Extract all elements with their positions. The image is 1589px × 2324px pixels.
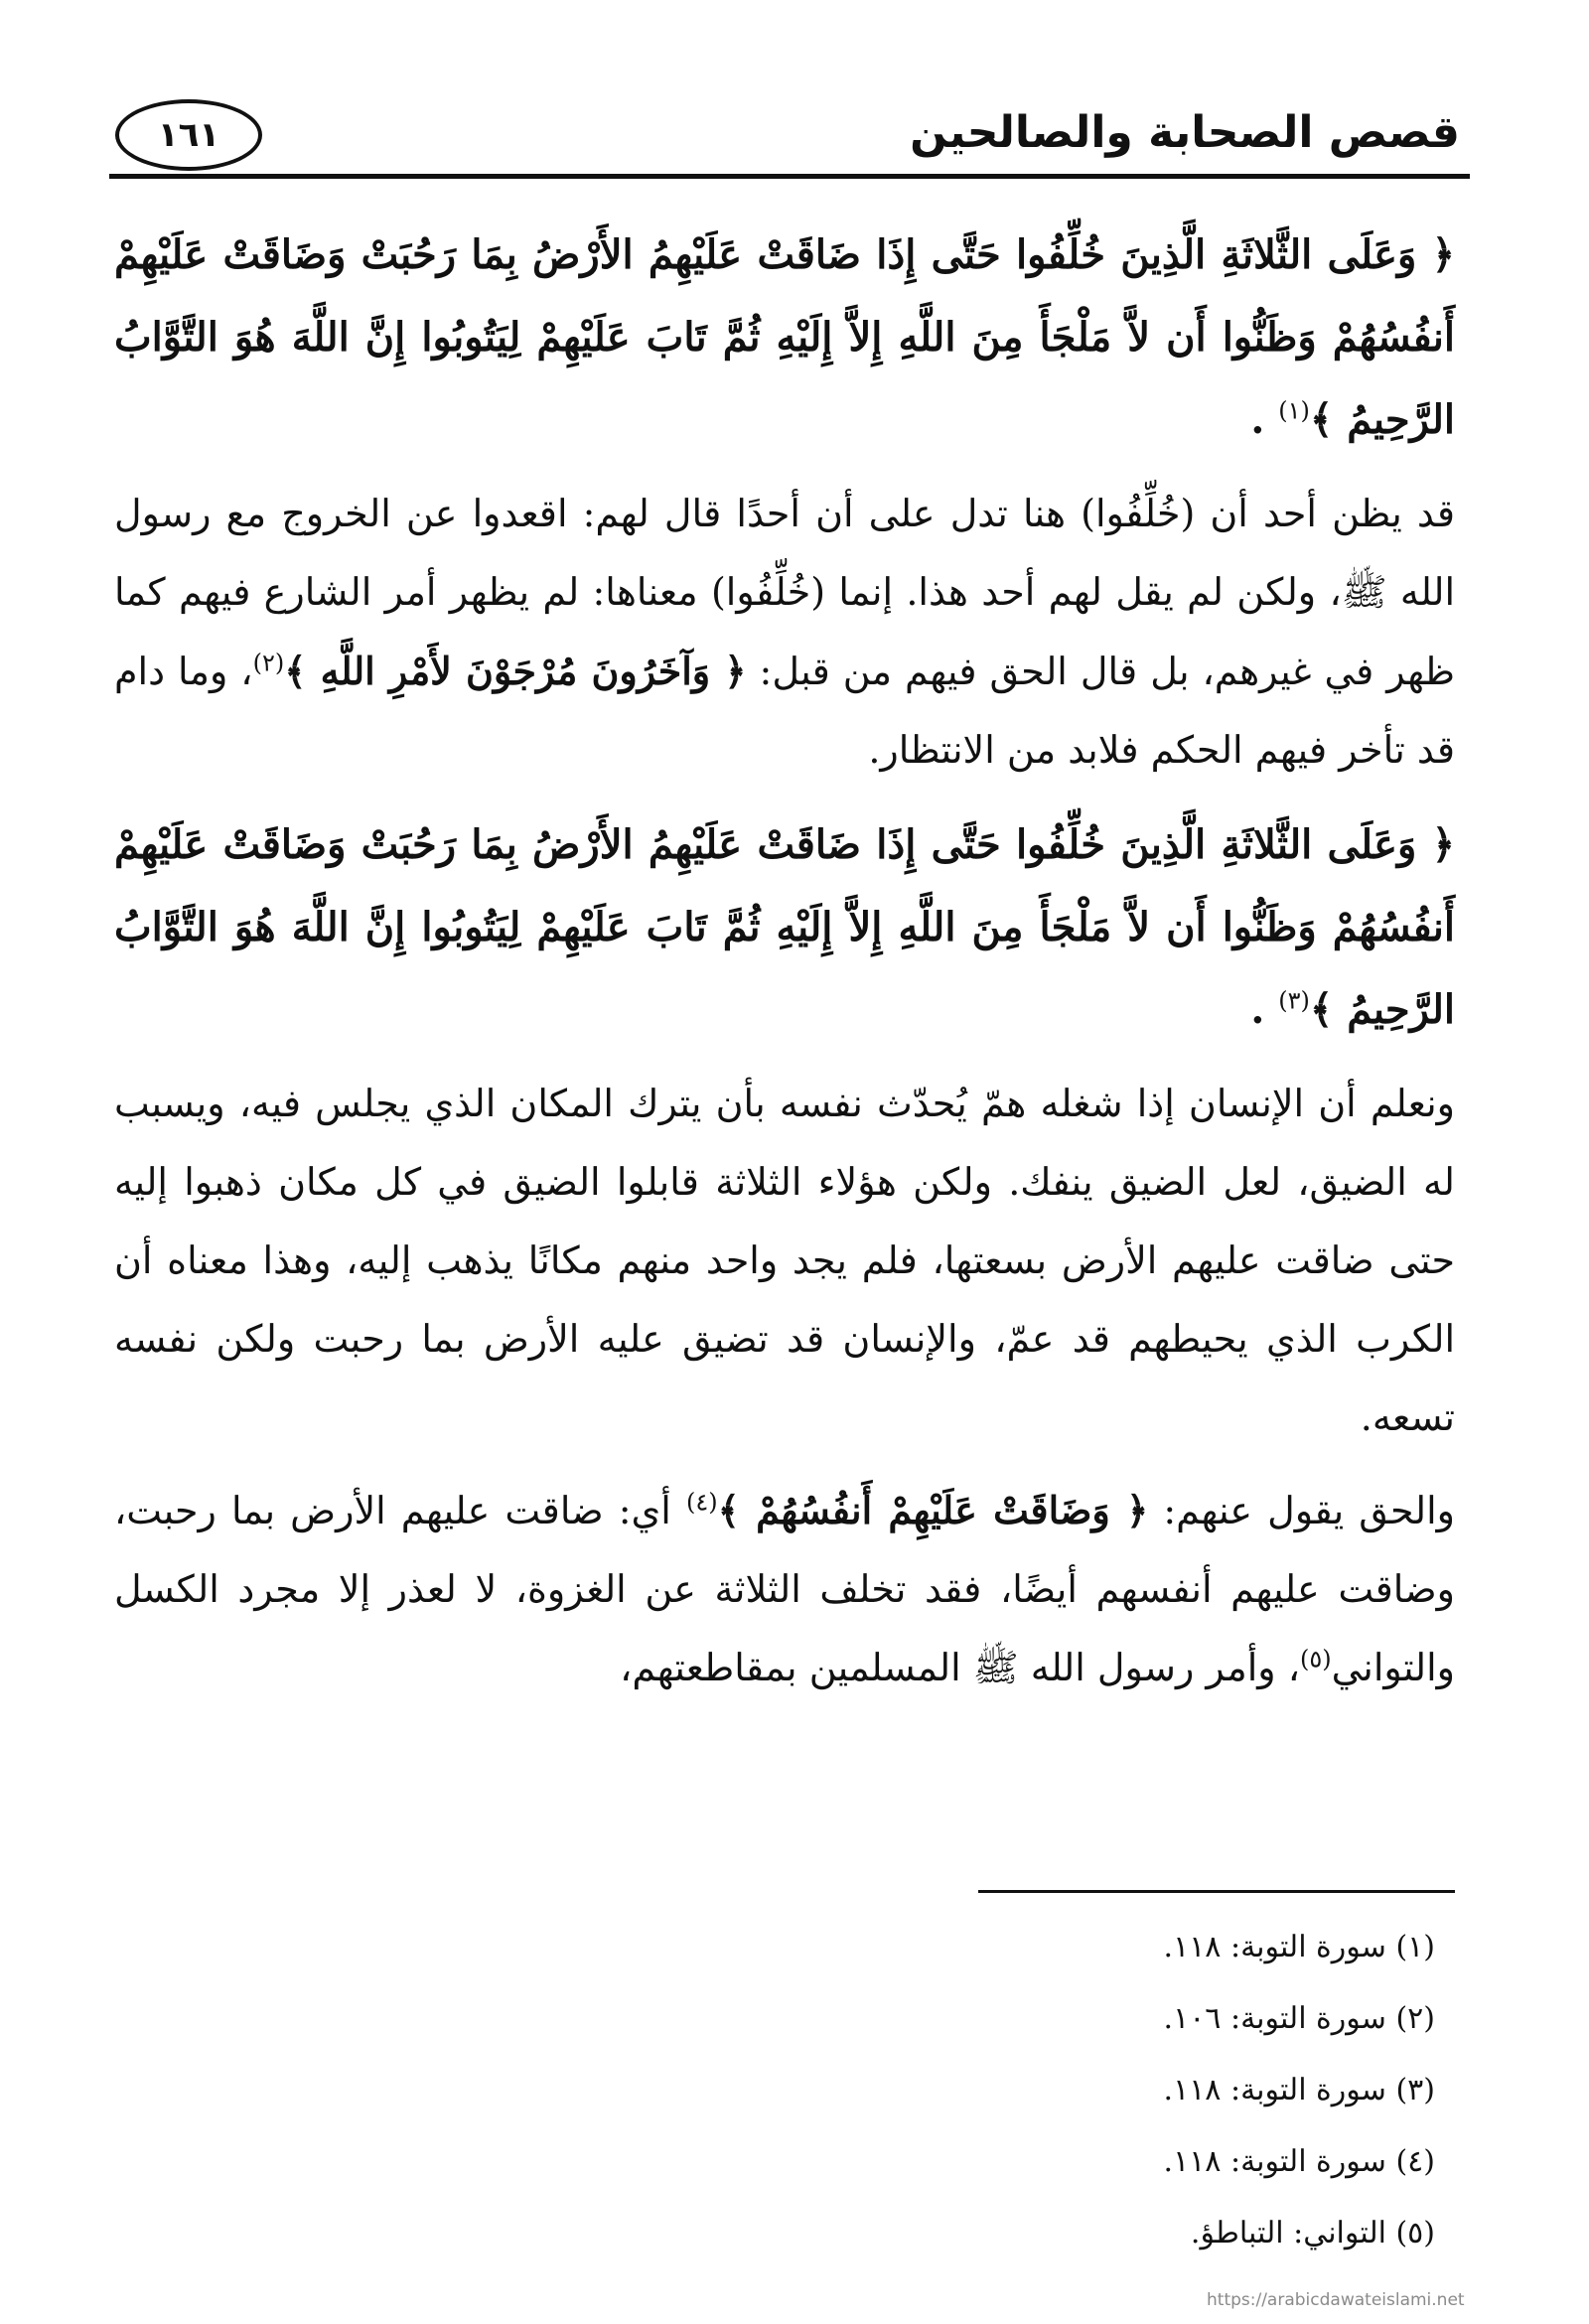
paragraph-text: قد يظن أحد أن (خُلِّفُوا) هنا تدل على أن أحدًا قال لهم: اقعدوا عن الخروج مع رسول الله ﷺ، ولكن لم يقل لهم أحد هذا. إنما (خُلِّفُوا) معناها: لم يظهر أمر الشارع فيهم كما ظهر في غيرهم، بل قال الحق فيهم من قبل: [114, 492, 1456, 693]
watermark-url: https://arabicdawateislami.net [1207, 2290, 1465, 2310]
paragraph-2: ونعلم أن الإنسان إذا شغله همّ يُحدّث نفسه بأن يترك المكان الذي يجلس فيه، ويسبب له الضيق، لعل الضيق ينفك. ولكن هؤلاء الثلاثة قابلوا الضيق في كل مكان ذهبوا إليه حتى ضاقت عليهم الأرض بسعتها، فلم يجد واحد منهم مكانًا يذهب إليه، وهذا معناه أن الكرب الذي يحيطهم قد عمّ، والإنسان قد تضيق عليه الأرض بما رحبت ولكن نفسه تسعه. [114, 1082, 1455, 1439]
verse-end: . [1250, 986, 1279, 1033]
footnote-ref-5: (٥) [1299, 1645, 1332, 1673]
quran-verse-1 [114, 214, 1455, 461]
inline-verse: ﴿ وَضَاقَتْ عَلَيْهِمْ أَنفُسُهُمْ ﴾ [717, 1488, 1149, 1532]
footnotes [114, 1912, 1435, 2269]
verse-text: ﴿ وَعَلَى الثَّلاثَةِ الَّذِينَ خُلِّفُوا حَتَّى إِذَا ضَاقَتْ عَلَيْهِمُ الأَرْضُ بِمَا رَحُبَتْ وَضَاقَتْ عَلَيْهِمْ أَنفُسُهُمْ وَظَنُّوا أَن لاَّ مَلْجَأَ مِنَ اللَّهِ إِلاَّ إِلَيْهِ ثُمَّ تَابَ عَلَيْهِمْ لِيَتُوبُوا إِنَّ اللَّهَ هُوَ التَّوَّابُ الرَّحِيمُ ﴾ [114, 231, 1456, 443]
inline-verse: ﴿ وَآخَرُونَ مُرْجَوْنَ لأَمْرِ اللَّهِ ﴾ [284, 649, 747, 693]
footnote-3: (٣) سورة التوبة: ١١٨. [1163, 2073, 1435, 2107]
page-number: ١٦١ [115, 99, 262, 171]
verse-text: ﴿ وَعَلَى الثَّلاثَةِ الَّذِينَ خُلِّفُوا حَتَّى إِذَا ضَاقَتْ عَلَيْهِمُ الأَرْضُ بِمَا رَحُبَتْ وَضَاقَتْ عَلَيْهِمْ أَنفُسُهُمْ وَظَنُّوا أَن لاَّ مَلْجَأَ مِنَ اللَّهِ إِلاَّ إِلَيْهِ ثُمَّ تَابَ عَلَيْهِمْ لِيَتُوبُوا إِنَّ اللَّهَ هُوَ التَّوَّابُ الرَّحِيمُ ﴾ [114, 821, 1456, 1033]
footnote-2: (٢) سورة التوبة: ١٠٦. [1163, 2001, 1435, 2036]
book-title: قصص الصحابة والصالحين [910, 107, 1460, 158]
quran-verse-2 [114, 803, 1455, 1051]
verse-end: . [1250, 396, 1279, 443]
paragraph-1 [114, 475, 1455, 790]
paragraph-middle: أي: ضاقت عليهم الأرض بما رحبت، وضاقت عليهم أنفسهم أيضًا، فقد تخلف الثلاثة عن الغزوة، لا لعذر إلا مجرد الكسل والتواني [114, 1489, 1455, 1689]
footnote-4: (٤) سورة التوبة: ١١٨. [1163, 2144, 1435, 2179]
paragraph-start: والحق يقول عنهم: [1148, 1489, 1455, 1532]
footnote-ref-3: (٣) [1278, 986, 1310, 1015]
paragraph-end: ، وما دام قد تأخر فيهم الحكم فلابد من الانتظار. [114, 650, 1455, 772]
footnote-ref-4: (٤) [685, 1488, 718, 1517]
footnote-ref-1: (١) [1278, 396, 1310, 425]
page-body [114, 214, 1455, 1721]
paragraph-3 [114, 1471, 1455, 1707]
footnote-5: (٥) التواني: التباطؤ. [1190, 2216, 1435, 2251]
paragraph-end: ، وأمر رسول الله ﷺ المسلمين بمقاطعتهم، [620, 1646, 1300, 1689]
page-header [109, 99, 1470, 179]
footnote-separator [978, 1890, 1455, 1893]
footnote-ref-2: (٢) [252, 649, 285, 677]
footnote-1: (١) سورة التوبة: ١١٨. [1163, 1930, 1435, 1964]
